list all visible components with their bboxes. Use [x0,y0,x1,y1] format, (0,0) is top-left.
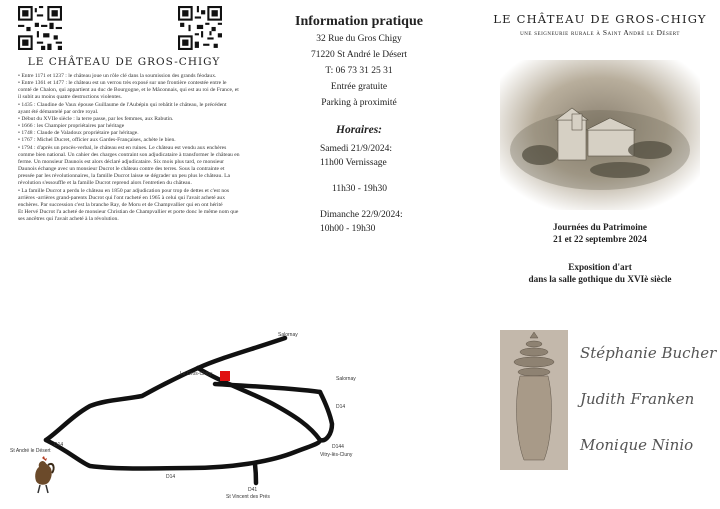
history-item: • 1435 : Claudine de Vaux épouse Guillaume de l'Aubépin qui rebâtit le château, le précédent ayant été démantelé par ordre royal. [18,101,227,115]
history-item: • Entre 1361 et 1477 : le château est un verrou très exposé sur une frontière contestée entre le comté de Chalon, qui appartient au duc de Bourgogne, et le Mâconnais, qui est au roi de France, et il subit au moins quatre destructions violentes. [18,80,239,101]
map-label: D41 [248,487,258,493]
map-label: Salornay [278,332,298,338]
right-panel-subtitle: une seigneurie rurale à Saint André le Désert [520,28,680,37]
info-address2: 71220 St André le Désert [310,50,408,60]
right-panel-title: LE CHÂTEAU DE GROS-CHIGY [493,12,707,26]
sun-date: Dimanche 22/9/2024: [320,210,403,220]
info-entry: Entrée gratuite [330,82,388,92]
history-item: • 1666 : les Champier propriétaires par héritage [18,123,125,130]
info-phone: T: 06 73 31 25 31 [325,66,393,76]
hours-title: Horaires: [336,124,382,136]
info-address1: 32 Rue du Gros Chigy [316,34,402,44]
map-label: Salornay [336,376,356,382]
history-item: • 1767 : Michel Ducret, officier aux Gardes-Françaises, achète le bien. [18,137,176,144]
map-label: D14 [54,442,64,448]
sat-vernissage: 11h00 Vernissage [320,158,387,168]
info-parking: Parking à proximité [321,98,397,108]
map-label: Le Gros-Chigy [180,371,213,377]
sat-hours: 11h30 - 19h30 [332,184,388,194]
artist-name: Judith Franken [580,390,695,408]
sculpture-photo [500,330,568,470]
journees-label: Journées du Patrimoine [553,222,647,232]
history-item: • 1794 : d'après un procès-verbal, le château est en ruines. Le château est vendu aux enchères comme bien national. Un cahier des charges contraint son adjudicataire à transformer le château en ferme. Un monsieur Daunois est alors déclaré adjudicataire. Six mois plus tard, ce monsieur Daunois échange avec un monsieur Ducrot le château contre des terres. Sous la contrainte et pressée par les révolutionnaires, la famille Ducrot laisse se dégrader un peu plus le château. La révolution s'essouffle et la famille Ducrot reprend alors l'entretien du château. [18,144,240,187]
history-item: • La famille Ducrot a perdu le château en 1850 par adjudication pour trop de dettes et c'est nos arrières -arrières grand-parents Ducrot qui l'ont racheté en 1965 à celui qui l'avait acheté aux enchères. Par succession c'est la branche Ray, de Moru et de Champvallier qui en ont hérité [18,187,230,208]
expo-title: Exposition d'art [568,262,632,272]
right-panel [480,0,720,509]
map-label: St Vincent des Prés [226,494,270,500]
journees-dates: 21 et 22 septembre 2024 [553,234,647,244]
castle-marker [220,371,230,381]
left-panel-title: LE CHÂTEAU DE GROS-CHIGY [27,56,221,68]
map-label: D14 [336,404,346,410]
map-label: St André le Désert [10,448,51,454]
history-item: Et Hervé Ducrot l'a acheté de monsieur Christian de Champvallier et porte donc le même nom que ses ancêtres qui l'avait acheté à la révolution. [18,208,239,223]
history-text [18,73,240,223]
history-item: • 1748 : Claude de Valadoux propriétaire par héritage. [18,130,139,137]
map-label: D14 [166,474,176,480]
artist-name: Stéphanie Bucher [580,344,717,362]
expo-location: dans la salle gothique du XVIè siècle [528,274,672,284]
history-item: • Début du XVIIe siècle : la terre passe, par les femmes, aux Rabutin. [18,115,174,122]
artist-name: Monique Ninio [580,436,694,454]
info-title: Information pratique [295,14,423,29]
info-panel [246,0,472,509]
rooster-logo [30,455,56,495]
sun-hours: 10h00 - 19h30 [320,224,376,234]
sat-date: Samedi 21/9/2024: [320,144,393,154]
map-label: D144 [332,444,344,450]
castle-photo [500,60,700,210]
history-item: • Entre 1171 et 1237 : le château joue un rôle clé dans la soumission des grands féodaux. [18,73,217,79]
map-label: Vitry-lès-Cluny [320,452,353,458]
